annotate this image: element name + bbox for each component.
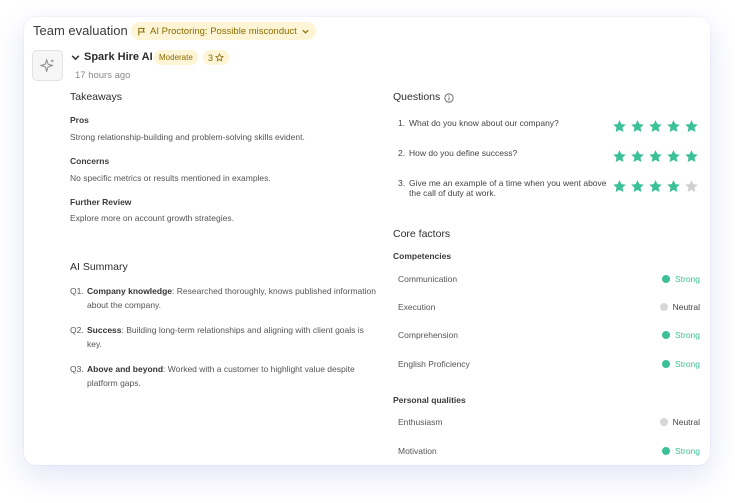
summary-title: Success: [87, 325, 122, 335]
summary-item: [70, 323, 378, 351]
question-text: What do you know about our company?: [409, 118, 559, 128]
star-outline-icon: [215, 53, 224, 62]
summary-title: Above and beyond: [87, 364, 164, 374]
summary-title: Company knowledge: [87, 286, 173, 296]
factor-label: Communication: [398, 274, 458, 284]
chevron-down-icon: [301, 27, 310, 36]
star-filled-icon: [684, 119, 699, 134]
summary-number: Q3.: [70, 364, 84, 374]
ai-evaluator-name: Spark Hire AI: [84, 51, 153, 63]
pros-text: Strong relationship-building and problem-solving skills evident.: [70, 132, 305, 142]
star-filled-icon: [666, 149, 681, 164]
status-label: Neutral: [672, 302, 700, 312]
star-rating: [612, 119, 699, 134]
level-badge: Moderate: [154, 50, 198, 65]
proctoring-dropdown[interactable]: [131, 22, 316, 40]
summary-number: Q1.: [70, 286, 84, 296]
info-icon[interactable]: [444, 93, 454, 103]
ai-avatar: [32, 50, 63, 81]
star-filled-icon: [630, 119, 645, 134]
summary-item: [70, 284, 378, 312]
summary-text: : Worked with a customer to highlight value despite platform gaps.: [87, 364, 355, 388]
status-label: Neutral: [672, 417, 700, 427]
status-dot: [662, 331, 670, 339]
core-factors-heading: Core factors: [393, 228, 451, 240]
rating-chip: [203, 50, 229, 65]
question-text: How do you define success?: [409, 148, 518, 158]
star-filled-icon: [612, 119, 627, 134]
star-filled-icon: [630, 179, 645, 194]
page-title: Team evaluation: [33, 23, 128, 38]
question-item[interactable]: [398, 118, 608, 128]
question-number: 1.: [398, 118, 406, 128]
status-dot: [662, 360, 670, 368]
factor-status: [660, 302, 700, 312]
summary-text: : Building long-term relationships and aligning with client goals is key.: [87, 325, 364, 349]
star-filled-icon: [648, 179, 663, 194]
star-filled-icon: [612, 179, 627, 194]
question-item[interactable]: [398, 178, 608, 198]
further-review-label: Further Review: [70, 197, 132, 207]
star-filled-icon: [612, 149, 627, 164]
status-label: Strong: [674, 274, 700, 284]
status-dot: [660, 303, 668, 311]
summary-text: : Researched thoroughly, knows published information about the company.: [87, 286, 376, 310]
status-label: Strong: [674, 359, 700, 369]
factor-label: Enthusiasm: [398, 417, 443, 427]
competencies-label: Competencies: [393, 251, 452, 261]
star-rating: [612, 179, 699, 194]
takeaways-heading: Takeaways: [70, 91, 122, 103]
star-filled-icon: [648, 119, 663, 134]
status-dot: [660, 418, 668, 426]
question-item[interactable]: [398, 148, 608, 158]
flag-icon: [137, 27, 146, 36]
rating-value: 3: [208, 52, 214, 63]
collapse-chevron-icon[interactable]: [70, 52, 81, 63]
concerns-label: Concerns: [70, 156, 110, 166]
star-rating: [612, 149, 699, 164]
question-text: Give me an example of a time when you went above the call of duty at work.: [409, 178, 607, 198]
concerns-text: No specific metrics or results mentioned in examples.: [70, 173, 271, 183]
factor-status: [662, 446, 700, 456]
summary-item: [70, 362, 378, 390]
sparkle-icon: [39, 57, 56, 74]
factor-status: [662, 359, 700, 369]
status-dot: [662, 447, 670, 455]
star-filled-icon: [666, 119, 681, 134]
star-filled-icon: [630, 149, 645, 164]
factor-status: [662, 274, 700, 284]
question-number: 2.: [398, 148, 406, 158]
evaluation-card: [24, 17, 710, 465]
status-label: Strong: [674, 330, 700, 340]
further-review-text: Explore more on account growth strategies.: [70, 213, 234, 223]
personal-qualities-label: Personal qualities: [393, 395, 466, 405]
proctoring-label: AI Proctoring: Possible misconduct: [150, 25, 297, 37]
ai-summary-heading: AI Summary: [70, 261, 128, 273]
star-empty-icon: [684, 179, 699, 194]
status-dot: [662, 275, 670, 283]
status-label: Strong: [674, 446, 700, 456]
questions-heading: Questions: [393, 91, 441, 103]
star-filled-icon: [684, 149, 699, 164]
factor-label: English Proficiency: [398, 359, 470, 369]
pros-label: Pros: [70, 115, 89, 125]
factor-label: Motivation: [398, 446, 437, 456]
factor-label: Execution: [398, 302, 436, 312]
factor-label: Comprehension: [398, 330, 459, 340]
timestamp: 17 hours ago: [75, 70, 131, 81]
factor-status: [662, 330, 700, 340]
factor-status: [660, 417, 700, 427]
question-number: 3.: [398, 178, 406, 188]
star-filled-icon: [666, 179, 681, 194]
star-filled-icon: [648, 149, 663, 164]
summary-number: Q2.: [70, 325, 84, 335]
